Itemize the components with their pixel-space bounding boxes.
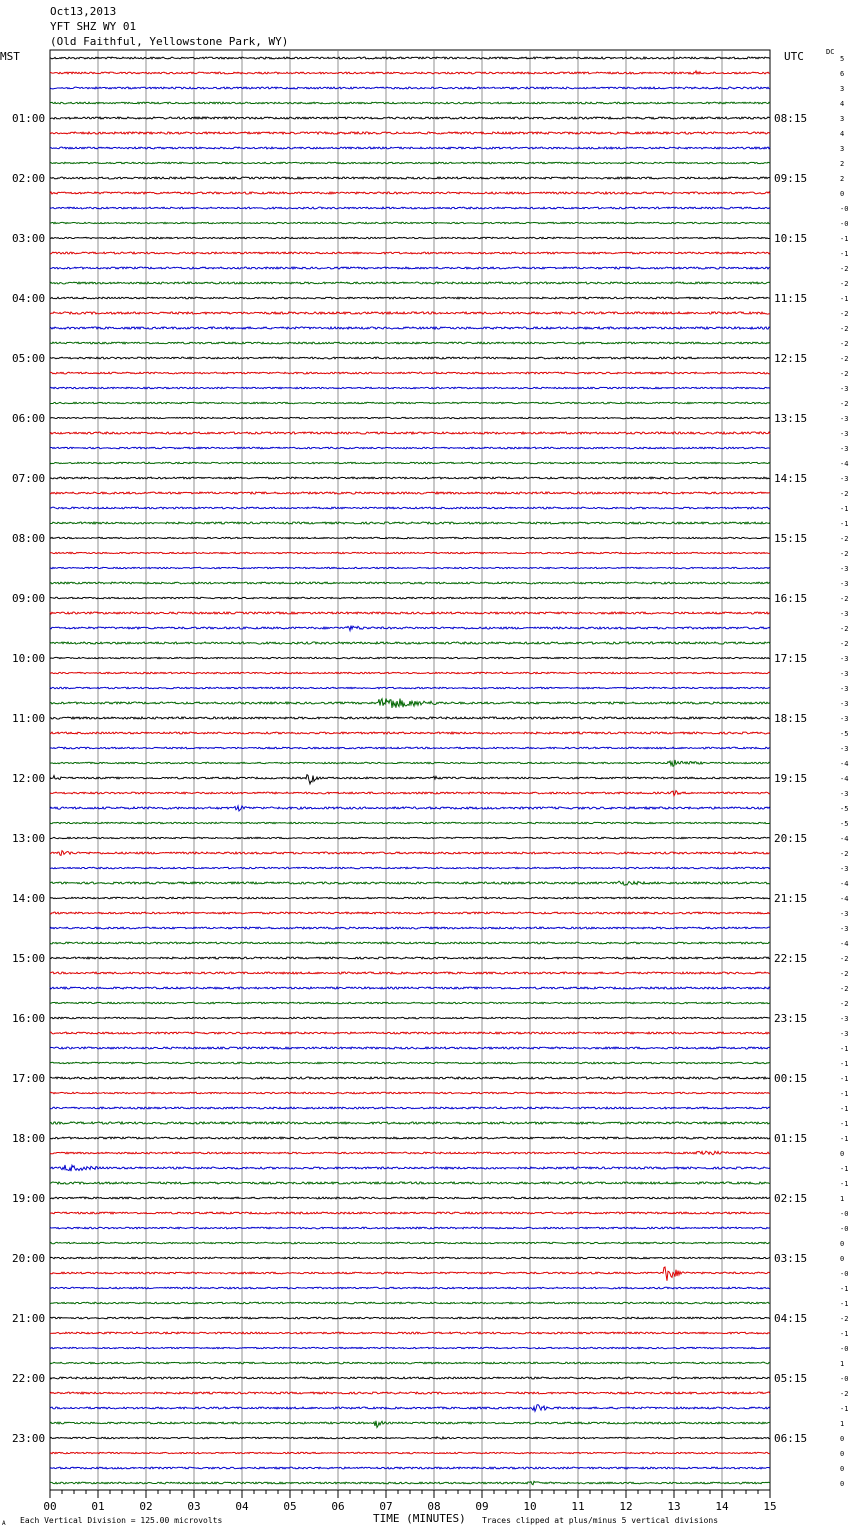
dc-offset-label: 0	[840, 1465, 845, 1473]
seismogram-trace	[50, 1107, 770, 1109]
seismogram-trace	[50, 1467, 770, 1469]
dc-offset-label: -0	[840, 1270, 849, 1278]
x-tick-label: 05	[283, 1500, 297, 1513]
dc-offset-label: -2	[840, 955, 849, 963]
dc-offset-label: -3	[840, 1030, 849, 1038]
dc-offset-label: -0	[840, 1210, 849, 1218]
dc-offset-label: -0	[840, 1225, 849, 1233]
x-tick-label: 00	[43, 1500, 57, 1513]
utc-hour-label: 23:15	[774, 1012, 808, 1025]
seismogram-trace	[50, 657, 770, 658]
dc-offset-label: -2	[840, 535, 849, 543]
dc-offset-label: 3	[840, 145, 845, 153]
mst-hour-label: 22:00	[12, 1372, 46, 1385]
seismogram-trace	[50, 1287, 770, 1289]
mst-hour-label: 16:00	[12, 1012, 46, 1025]
mst-hour-label: 13:00	[12, 832, 46, 845]
dc-offset-label: -2	[840, 310, 849, 318]
x-tick-label: 09	[475, 1500, 489, 1513]
dc-offset-label: 4	[840, 130, 845, 138]
mst-hour-label: 04:00	[12, 292, 46, 305]
mst-hour-label: 18:00	[12, 1132, 46, 1145]
seismogram-trace	[50, 1077, 770, 1079]
dc-offset-label: -1	[840, 1075, 849, 1083]
seismogram-trace	[50, 1242, 770, 1244]
utc-hour-label: 03:15	[774, 1252, 808, 1265]
chart-date: Oct13,2013	[50, 5, 117, 18]
seismogram-trace	[50, 897, 770, 899]
seismogram-trace	[50, 1182, 770, 1184]
dc-offset-label: -1	[840, 1165, 849, 1173]
dc-offset-label: -3	[840, 655, 849, 663]
utc-hour-label: 01:15	[774, 1132, 808, 1145]
dc-offset-label: -3	[840, 685, 849, 693]
dc-offset-label: -3	[840, 910, 849, 918]
seismogram-trace	[50, 432, 770, 434]
seismogram-trace	[50, 387, 770, 389]
seismogram-trace	[50, 102, 770, 104]
dc-offset-label: -2	[840, 1000, 849, 1008]
dc-offset-label: -1	[840, 520, 849, 528]
dc-offset-label: 1	[840, 1360, 845, 1368]
seismogram-trace	[50, 972, 770, 974]
seismogram-trace	[50, 222, 770, 223]
utc-hour-label: 04:15	[774, 1312, 808, 1325]
plot-frame	[50, 50, 770, 1490]
dc-offset-label: -2	[840, 970, 849, 978]
seismogram-trace	[50, 342, 770, 344]
dc-offset-label: -3	[840, 415, 849, 423]
dc-offset-label: -4	[840, 760, 849, 768]
seismogram-trace	[50, 1212, 770, 1214]
utc-hour-label: 08:15	[774, 112, 808, 125]
seismogram-trace	[50, 717, 770, 719]
dc-offset-label: -2	[840, 1390, 849, 1398]
chart-location: (Old Faithful, Yellowstone Park, WY)	[50, 35, 289, 48]
seismogram-trace	[50, 747, 770, 749]
utc-hour-label: 19:15	[774, 772, 808, 785]
seismogram-trace	[50, 1197, 770, 1199]
mst-hour-label: 23:00	[12, 1432, 46, 1445]
dc-offset-label: -2	[840, 490, 849, 498]
seismogram-trace	[50, 791, 770, 796]
utc-hour-label: 12:15	[774, 352, 808, 365]
utc-hour-label: 22:15	[774, 952, 808, 965]
dc-offset-label: 2	[840, 160, 845, 168]
seismogram-trace	[50, 147, 770, 149]
seismogram-trace	[50, 612, 770, 614]
utc-hour-label: 11:15	[774, 292, 808, 305]
dc-offset-label: -1	[840, 295, 849, 303]
utc-hour-label: 09:15	[774, 172, 808, 185]
dc-offset-label: 5	[840, 55, 845, 63]
mst-hour-label: 19:00	[12, 1192, 46, 1205]
dc-offset-label: -5	[840, 730, 849, 738]
mst-hour-label: 07:00	[12, 472, 46, 485]
seismogram-trace	[50, 1047, 770, 1049]
seismogram-trace	[50, 267, 770, 269]
seismogram-trace	[50, 567, 770, 568]
seismogram-trace	[50, 1421, 770, 1428]
dc-offset-label: -3	[840, 670, 849, 678]
dc-offset-label: -3	[840, 1015, 849, 1023]
dc-offset-label: -3	[840, 865, 849, 873]
seismogram-trace	[50, 237, 770, 238]
utc-hour-label: 10:15	[774, 232, 808, 245]
dc-offset-label: 1	[840, 1420, 845, 1428]
seismogram-trace	[50, 1405, 770, 1412]
mst-hour-label: 10:00	[12, 652, 46, 665]
seismogram-trace	[50, 687, 770, 689]
right-timezone-label: UTC	[784, 50, 804, 63]
dc-offset-label: 2	[840, 175, 845, 183]
dc-offset-label: 0	[840, 1150, 845, 1158]
seismogram-trace	[50, 1227, 770, 1229]
seismogram-trace	[50, 732, 770, 734]
x-tick-label: 03	[187, 1500, 201, 1513]
x-tick-label: 04	[235, 1500, 249, 1513]
dc-offset-label: -3	[840, 610, 849, 618]
dc-offset-label: -3	[840, 580, 849, 588]
dc-offset-label: -3	[840, 790, 849, 798]
seismogram-trace	[50, 881, 770, 885]
seismogram-trace	[50, 1137, 770, 1139]
seismogram-trace	[50, 1092, 770, 1094]
seismogram-trace	[50, 626, 770, 631]
utc-hour-label: 00:15	[774, 1072, 808, 1085]
x-tick-label: 14	[715, 1500, 729, 1513]
mst-hour-label: 08:00	[12, 532, 46, 545]
seismogram-trace	[50, 132, 770, 134]
dc-offset-label: 0	[840, 1255, 845, 1263]
dc-offset-label: -2	[840, 355, 849, 363]
seismogram-trace	[50, 822, 770, 823]
x-tick-label: 12	[619, 1500, 633, 1513]
seismogram-trace	[50, 297, 770, 299]
dc-offset-label: -2	[840, 340, 849, 348]
seismogram-trace	[50, 372, 770, 374]
dc-offset-label: -1	[840, 235, 849, 243]
dc-offset-label: 0	[840, 1435, 845, 1443]
x-tick-label: 07	[379, 1500, 393, 1513]
x-tick-label: 11	[571, 1500, 585, 1513]
seismogram-trace	[50, 867, 770, 869]
seismogram-trace	[50, 642, 770, 644]
seismogram-trace	[50, 1122, 770, 1124]
mst-hour-label: 05:00	[12, 352, 46, 365]
dc-offset-label: -2	[840, 280, 849, 288]
dc-offset-label: -5	[840, 805, 849, 813]
seismogram-trace	[50, 987, 770, 989]
x-tick-label: 08	[427, 1500, 441, 1513]
utc-hour-label: 02:15	[774, 1192, 808, 1205]
seismogram-trace	[50, 957, 770, 959]
seismogram-trace	[50, 192, 770, 194]
seismogram-trace	[50, 760, 770, 766]
utc-hour-label: 13:15	[774, 412, 808, 425]
seismogram-trace	[50, 1002, 770, 1004]
dc-offset-label: 0	[840, 1240, 845, 1248]
mst-hour-label: 14:00	[12, 892, 46, 905]
utc-hour-label: 06:15	[774, 1432, 808, 1445]
dc-offset-label: -2	[840, 550, 849, 558]
mst-hour-label: 17:00	[12, 1072, 46, 1085]
dc-offset-label: -4	[840, 835, 849, 843]
seismogram-trace	[50, 1347, 770, 1348]
seismogram-trace	[50, 357, 770, 359]
seismogram-trace	[50, 87, 770, 89]
seismogram-trace	[50, 672, 770, 674]
dc-offset-label: -3	[840, 565, 849, 573]
x-axis-label: TIME (MINUTES)	[373, 1512, 466, 1525]
dc-offset-label: -0	[840, 1345, 849, 1353]
seismogram-trace	[50, 1017, 770, 1019]
scale-note: Each Vertical Division = 125.00 microvolts	[20, 1516, 223, 1525]
dc-offset-label: -1	[840, 1135, 849, 1143]
seismogram-trace	[50, 1062, 770, 1064]
seismogram-trace	[50, 775, 770, 784]
x-tick-label: 13	[667, 1500, 681, 1513]
mst-hour-label: 09:00	[12, 592, 46, 605]
seismogram-trace	[50, 837, 770, 838]
utc-hour-label: 15:15	[774, 532, 808, 545]
seismogram-trace	[50, 402, 770, 404]
seismogram-trace	[50, 597, 770, 599]
seismogram-trace	[50, 462, 770, 464]
dc-offset-label: -1	[840, 1300, 849, 1308]
dc-offset-label: 0	[840, 190, 845, 198]
dc-offset-label: 0	[840, 1480, 845, 1488]
seismogram-trace	[50, 117, 770, 119]
seismogram-trace	[50, 282, 770, 284]
dc-offset-label: -1	[840, 1285, 849, 1293]
x-tick-label: 06	[331, 1500, 345, 1513]
dc-offset-label: -0	[840, 205, 849, 213]
seismogram-trace	[50, 927, 770, 929]
x-tick-label: 01	[91, 1500, 105, 1513]
utc-hour-label: 18:15	[774, 712, 808, 725]
seismogram-trace	[50, 1332, 770, 1334]
seismogram-trace	[50, 1392, 770, 1394]
dc-offset-label: 6	[840, 70, 845, 78]
dc-offset-label: -3	[840, 925, 849, 933]
dc-label: DC	[826, 48, 835, 56]
seismogram-trace	[50, 207, 770, 209]
dc-offset-label: -3	[840, 745, 849, 753]
dc-offset-label: -2	[840, 325, 849, 333]
seismogram-trace	[50, 1302, 770, 1304]
dc-offset-label: 0	[840, 1450, 845, 1458]
dc-offset-label: -1	[840, 505, 849, 513]
dc-offset-label: -0	[840, 1375, 849, 1383]
utc-hour-label: 20:15	[774, 832, 808, 845]
dc-offset-label: -2	[840, 595, 849, 603]
seismogram-trace	[50, 447, 770, 449]
seismogram-trace	[50, 1452, 770, 1453]
dc-offset-label: -1	[840, 1330, 849, 1338]
seismogram-trace	[50, 851, 770, 856]
seismogram-trace	[50, 522, 770, 524]
dc-offset-label: -5	[840, 820, 849, 828]
dc-offset-label: 3	[840, 85, 845, 93]
dc-offset-label: -2	[840, 640, 849, 648]
seismogram-trace	[50, 1377, 770, 1379]
seismogram-trace	[50, 71, 770, 74]
utc-hour-label: 16:15	[774, 592, 808, 605]
mst-hour-label: 06:00	[12, 412, 46, 425]
mst-hour-label: 03:00	[12, 232, 46, 245]
x-tick-label: 10	[523, 1500, 537, 1513]
dc-offset-label: -3	[840, 715, 849, 723]
dc-offset-label: -2	[840, 850, 849, 858]
utc-hour-label: 21:15	[774, 892, 808, 905]
seismogram-trace	[50, 1362, 770, 1364]
dc-offset-label: 4	[840, 100, 845, 108]
dc-offset-label: -3	[840, 700, 849, 708]
utc-hour-label: 17:15	[774, 652, 808, 665]
seismogram-trace	[50, 477, 770, 479]
dc-offset-label: -3	[840, 385, 849, 393]
mst-hour-label: 15:00	[12, 952, 46, 965]
seismogram-trace	[50, 806, 770, 811]
dc-offset-label: 1	[840, 1195, 845, 1203]
dc-offset-label: -4	[840, 775, 849, 783]
dc-offset-label: -3	[840, 475, 849, 483]
seismogram-trace	[50, 162, 770, 164]
mst-hour-label: 11:00	[12, 712, 46, 725]
seismogram-trace	[50, 1165, 770, 1171]
seismogram-trace	[50, 492, 770, 494]
mst-hour-label: 01:00	[12, 112, 46, 125]
dc-offset-label: 3	[840, 115, 845, 123]
left-timezone-label: MST	[0, 50, 20, 63]
dc-offset-label: -4	[840, 880, 849, 888]
dc-offset-label: -1	[840, 1045, 849, 1053]
dc-offset-label: -1	[840, 1120, 849, 1128]
dc-offset-label: -2	[840, 985, 849, 993]
mst-hour-label: 20:00	[12, 1252, 46, 1265]
dc-offset-label: -0	[840, 220, 849, 228]
seismogram-trace	[50, 417, 770, 418]
seismogram-trace	[50, 327, 770, 329]
mst-hour-label: 12:00	[12, 772, 46, 785]
seismogram-trace	[50, 912, 770, 914]
dc-offset-label: -2	[840, 265, 849, 273]
seismogram-trace	[50, 312, 770, 314]
seismogram-trace	[50, 1437, 770, 1439]
seismogram-trace	[50, 698, 770, 708]
x-tick-label: 15	[763, 1500, 777, 1513]
dc-offset-label: -4	[840, 460, 849, 468]
seismogram-trace	[50, 252, 770, 254]
dc-offset-label: -4	[840, 940, 849, 948]
seismogram-trace	[50, 552, 770, 553]
seismogram-trace	[50, 942, 770, 944]
dc-offset-label: -1	[840, 1405, 849, 1413]
seismogram-trace	[50, 1481, 770, 1484]
footer-mark: A	[2, 1520, 6, 1527]
dc-offset-label: -3	[840, 445, 849, 453]
chart-station: YFT SHZ WY 01	[50, 20, 137, 33]
seismogram-trace	[50, 1257, 770, 1259]
dc-offset-label: -1	[840, 1180, 849, 1188]
dc-offset-label: -1	[840, 1060, 849, 1068]
dc-offset-label: -2	[840, 370, 849, 378]
seismogram-trace	[50, 507, 770, 509]
seismogram-trace	[50, 537, 770, 538]
dc-offset-label: -1	[840, 250, 849, 258]
dc-offset-label: -1	[840, 1105, 849, 1113]
dc-offset-label: -2	[840, 400, 849, 408]
seismogram-trace	[50, 1267, 770, 1281]
dc-offset-label: -2	[840, 1315, 849, 1323]
utc-hour-label: 14:15	[774, 472, 808, 485]
dc-offset-label: -1	[840, 1090, 849, 1098]
x-tick-label: 02	[139, 1500, 153, 1513]
mst-hour-label: 21:00	[12, 1312, 46, 1325]
seismogram-trace	[50, 582, 770, 584]
clip-note: Traces clipped at plus/minus 5 vertical divisions	[482, 1516, 719, 1525]
dc-offset-label: -4	[840, 895, 849, 903]
seismogram-trace	[50, 177, 770, 179]
seismogram-trace	[50, 1317, 770, 1319]
dc-offset-label: -3	[840, 430, 849, 438]
mst-hour-label: 02:00	[12, 172, 46, 185]
seismogram-trace	[50, 1151, 770, 1155]
utc-hour-label: 05:15	[774, 1372, 808, 1385]
seismogram-trace	[50, 57, 770, 59]
dc-offset-label: -2	[840, 625, 849, 633]
seismogram-trace	[50, 1032, 770, 1034]
